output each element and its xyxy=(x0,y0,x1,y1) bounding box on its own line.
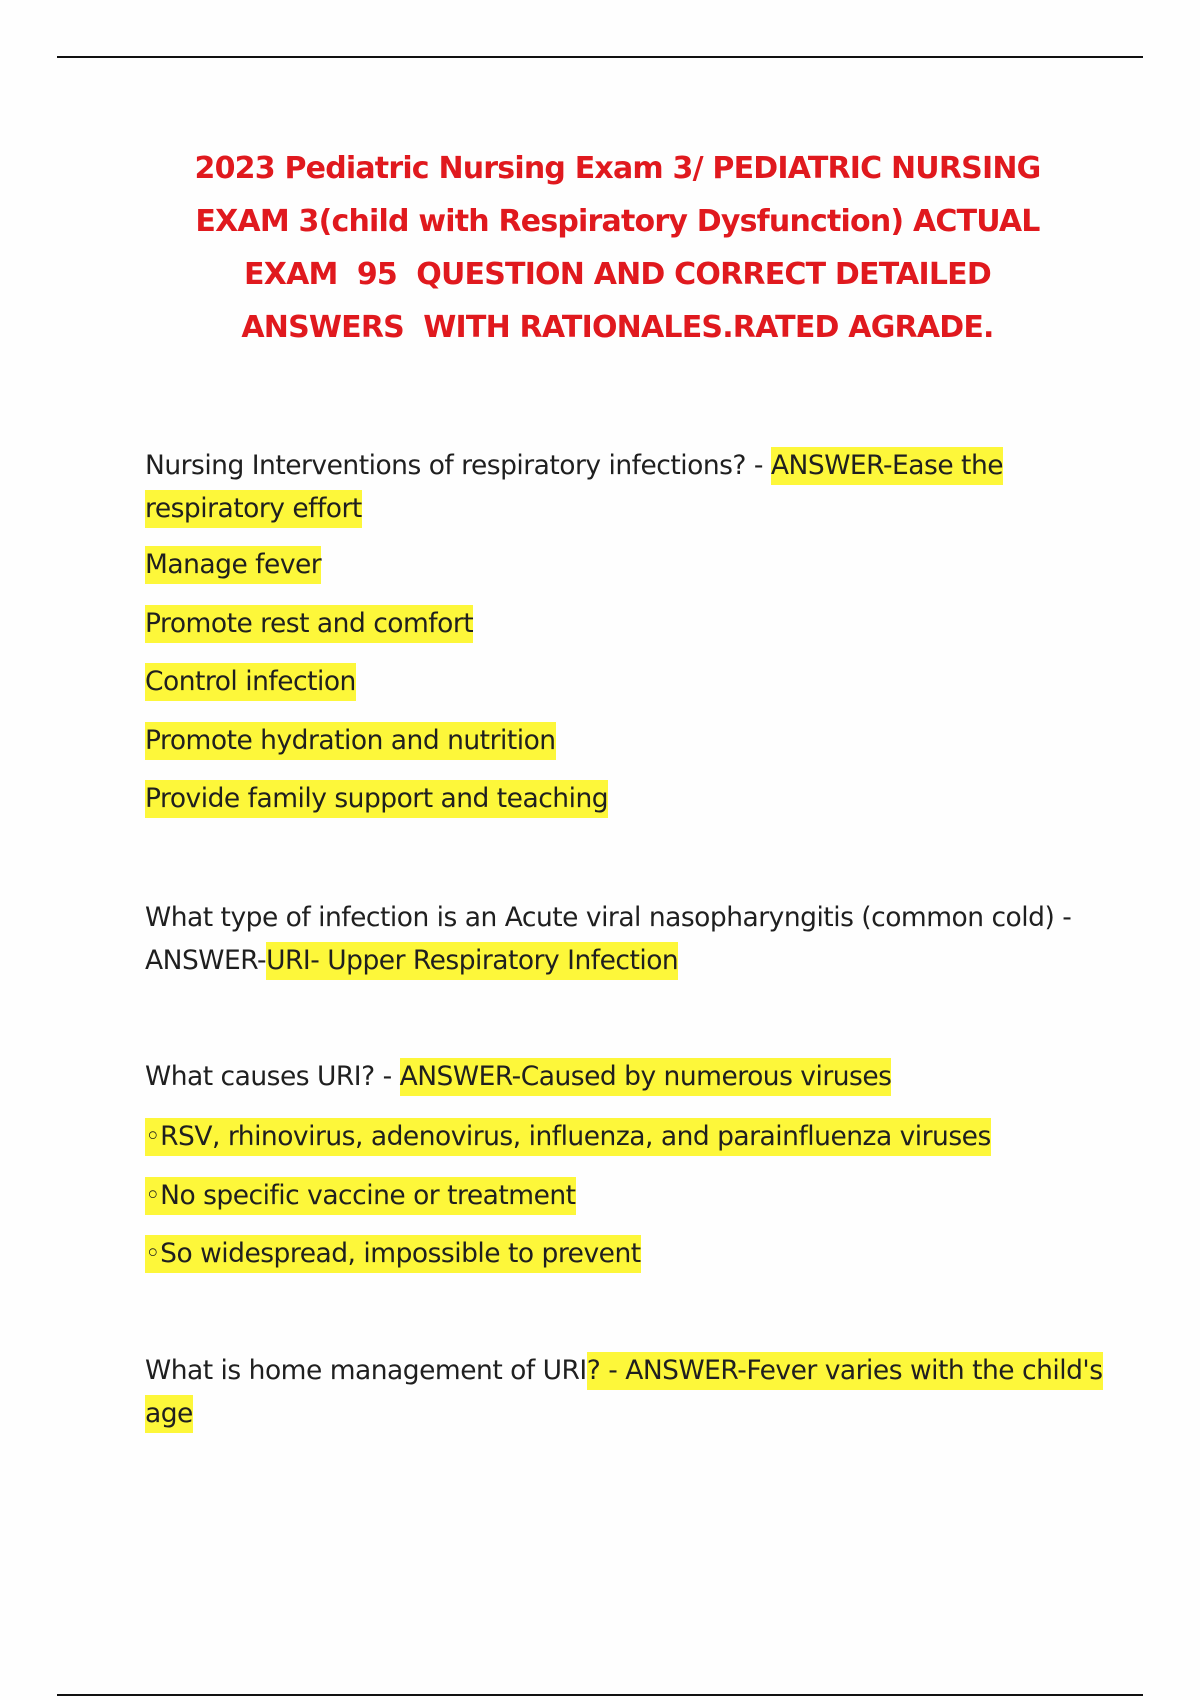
answer-highlight: URI- Upper Respiratory Infection xyxy=(266,942,678,980)
answer-list-item: Manage fever xyxy=(145,536,1105,595)
qa-uri-home-management xyxy=(145,1349,1105,1435)
question-text xyxy=(145,444,1105,530)
answer-highlight: ANSWER-Ease the respiratory effort xyxy=(145,447,1003,528)
question-text xyxy=(145,896,1105,982)
answer-list-item: Promote rest and comfort xyxy=(145,595,1105,654)
question-prompt: What causes URI? - xyxy=(145,1061,400,1092)
bottom-rule xyxy=(57,1694,1143,1696)
answer-list-item: Control infection xyxy=(145,653,1105,712)
answer-highlight: ? - ANSWER-Fever varies with the child's age xyxy=(145,1352,1103,1433)
qa-common-cold-type xyxy=(145,896,1105,982)
qa-uri-causes xyxy=(145,1055,1105,1284)
qa-respiratory-interventions xyxy=(145,444,1105,829)
question-prompt: Nursing Interventions of respiratory infections? - xyxy=(145,450,771,481)
answer-list-item: ◦RSV, rhinovirus, adenovirus, influenza, and parainfluenza viruses xyxy=(145,1108,1105,1167)
document-title: 2023 Pediatric Nursing Exam 3/ PEDIATRIC NURSING EXAM 3(child with Respiratory Dysfunction) ACTUAL EXAM 95 QUESTION AND CORRECT DETAILED ANSWERS WITH RATIONALES.RATED AGRADE. xyxy=(194,151,1041,345)
question-text xyxy=(145,1055,1105,1098)
answer-list-item: ◦So widespread, impossible to prevent xyxy=(145,1225,1105,1284)
answer-list-item: Promote hydration and nutrition xyxy=(145,712,1105,771)
answer-highlight: ANSWER-Caused by numerous viruses xyxy=(400,1058,892,1096)
question-prompt: What is home management of URI xyxy=(145,1355,587,1386)
top-rule xyxy=(57,56,1143,58)
answer-list-item: Provide family support and teaching xyxy=(145,770,1105,829)
answer-list-item: ◦No specific vaccine or treatment xyxy=(145,1167,1105,1226)
question-text xyxy=(145,1349,1105,1435)
question-prompt: What type of infection is an Acute viral nasopharyngitis (common cold) - ANSWER- xyxy=(145,902,1072,976)
